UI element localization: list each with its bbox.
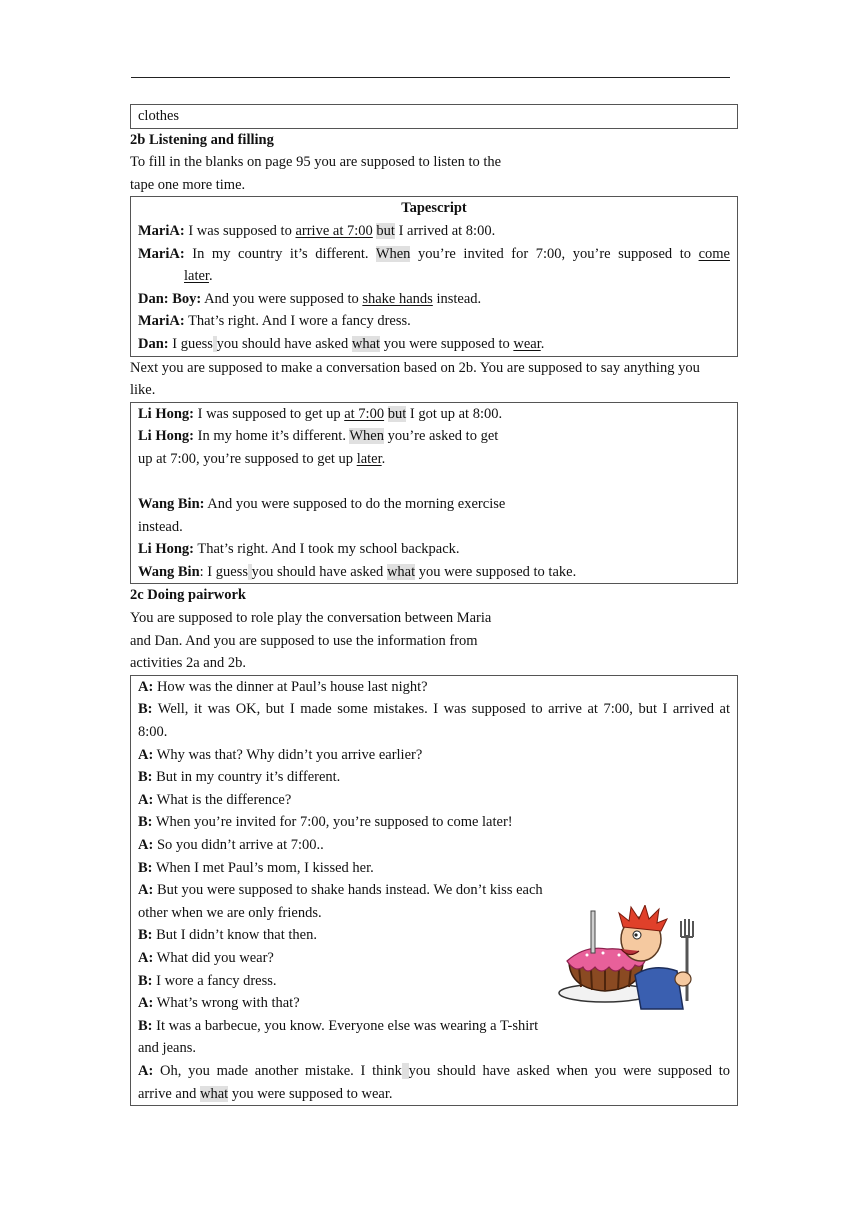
section-2b-heading: 2b Listening and filling (130, 131, 274, 148)
dialogue-line: A: Why was that? Why didn’t you arrive earlier? (138, 746, 423, 763)
dialogue-line: A: What is the difference? (138, 791, 292, 808)
section-2b-instruction: To fill in the blanks on page 95 you are supposed to listen to the (130, 154, 502, 171)
section-2c-instruction-cont: activities 2a and 2b. (130, 655, 246, 672)
sprinkle-shape (602, 952, 605, 955)
conversation-line: up at 7:00, you’re supposed to get up later. (138, 450, 386, 467)
conversation-line: instead. (138, 518, 183, 535)
sprinkle-shape (586, 954, 589, 957)
dialogue-line: arrive and what you were supposed to wear. (138, 1085, 393, 1102)
dialogue-line: other when we are only friends. (138, 904, 322, 921)
dialogue-line: B: But I didn’t know that then. (138, 927, 317, 944)
conversation-line: Wang Bin: I guess you should have asked what you were supposed to take. (138, 563, 577, 580)
sprinkle-shape (618, 954, 621, 957)
dialogue-line: A: But you were supposed to shake hands instead. We don’t kiss each (138, 882, 543, 899)
dialogue-line: A: Oh, you made another mistake. I think you should have asked when you were supposed to (138, 1062, 731, 1079)
dialogue-line: B: It was a barbecue, you know. Everyone else was wearing a T-shirt (138, 1017, 539, 1034)
hand-shape (675, 972, 691, 986)
tapescript-line: later. (184, 268, 213, 285)
top-table-cell (130, 104, 738, 129)
dialogue-line: and jeans. (138, 1040, 196, 1057)
dialogue-line: A: What did you wear? (138, 949, 274, 966)
sample-conversation-box (130, 402, 738, 585)
tapescript-box (130, 196, 738, 356)
section-2c-instruction: You are supposed to role play the conversation between Maria (130, 610, 492, 627)
cake-eating-cartoon-illustration (557, 905, 699, 1013)
knife-shape (591, 911, 595, 953)
dialogue-box (130, 675, 738, 1106)
tapescript-line: MariA: I was supposed to arrive at 7:00 but I arrived at 8:00. (138, 222, 496, 239)
dialogue-line: A: So you didn’t arrive at 7:00.. (138, 837, 324, 853)
dialogue-line: 8:00. (138, 724, 168, 741)
dialogue-line: B: But in my country it’s different. (138, 769, 341, 786)
shirt-shape (635, 968, 683, 1009)
top-cell-text: clothes (138, 108, 180, 124)
fork-tines-shape (681, 919, 693, 937)
conversation-line: Li Hong: That’s right. And I took my school backpack. (138, 541, 460, 558)
dialogue-line: B: I wore a fancy dress. (138, 972, 277, 989)
dialogue-line: A: How was the dinner at Paul’s house last night? (138, 678, 428, 695)
conversation-line: Li Hong: I was supposed to get up at 7:00 but I got up at 8:00. (138, 405, 503, 422)
dialogue-line: A: What’s wrong with that? (138, 995, 300, 1012)
blank-line (138, 471, 730, 494)
header-rule (131, 77, 730, 78)
section-2c-heading: 2c Doing pairwork (130, 587, 246, 604)
tapescript-line: MariA: That’s right. And I wore a fancy dress. (138, 313, 411, 330)
conversation-line: Li Hong: In my home it’s different. When you’re asked to get (138, 428, 499, 445)
tapescript-line: Dan: I guess you should have asked what you were supposed to wear. (138, 335, 545, 352)
dialogue-line: B: Well, it was OK, but I made some mistakes. I was supposed to arrive at 7:00, but I arrived at (138, 701, 730, 718)
conversation-line: Wang Bin: And you were supposed to do the morning exercise (138, 496, 506, 513)
hair-shape (619, 905, 667, 931)
tapescript-line: MariA: In my country it’s different. When you’re invited for 7:00, you’re supposed to come (138, 245, 730, 262)
tapescript-line: Dan: Boy: And you were supposed to shake hands instead. (138, 290, 482, 307)
section-2b-instruction-cont: tape one more time. (130, 176, 246, 193)
pupil-shape (634, 933, 637, 936)
section-2c-instruction-cont: and Dan. And you are supposed to use the information from (130, 632, 478, 649)
dialogue-line: B: When you’re invited for 7:00, you’re supposed to come later! (138, 814, 513, 831)
dialogue-line: B: When I met Paul’s mom, I kissed her. (138, 859, 374, 876)
tapescript-title: Tapescript (401, 200, 467, 217)
conversation-instruction: Next you are supposed to make a conversation based on 2b. You are supposed to say anything you (130, 359, 700, 376)
conversation-instruction-cont: like. (130, 382, 156, 399)
